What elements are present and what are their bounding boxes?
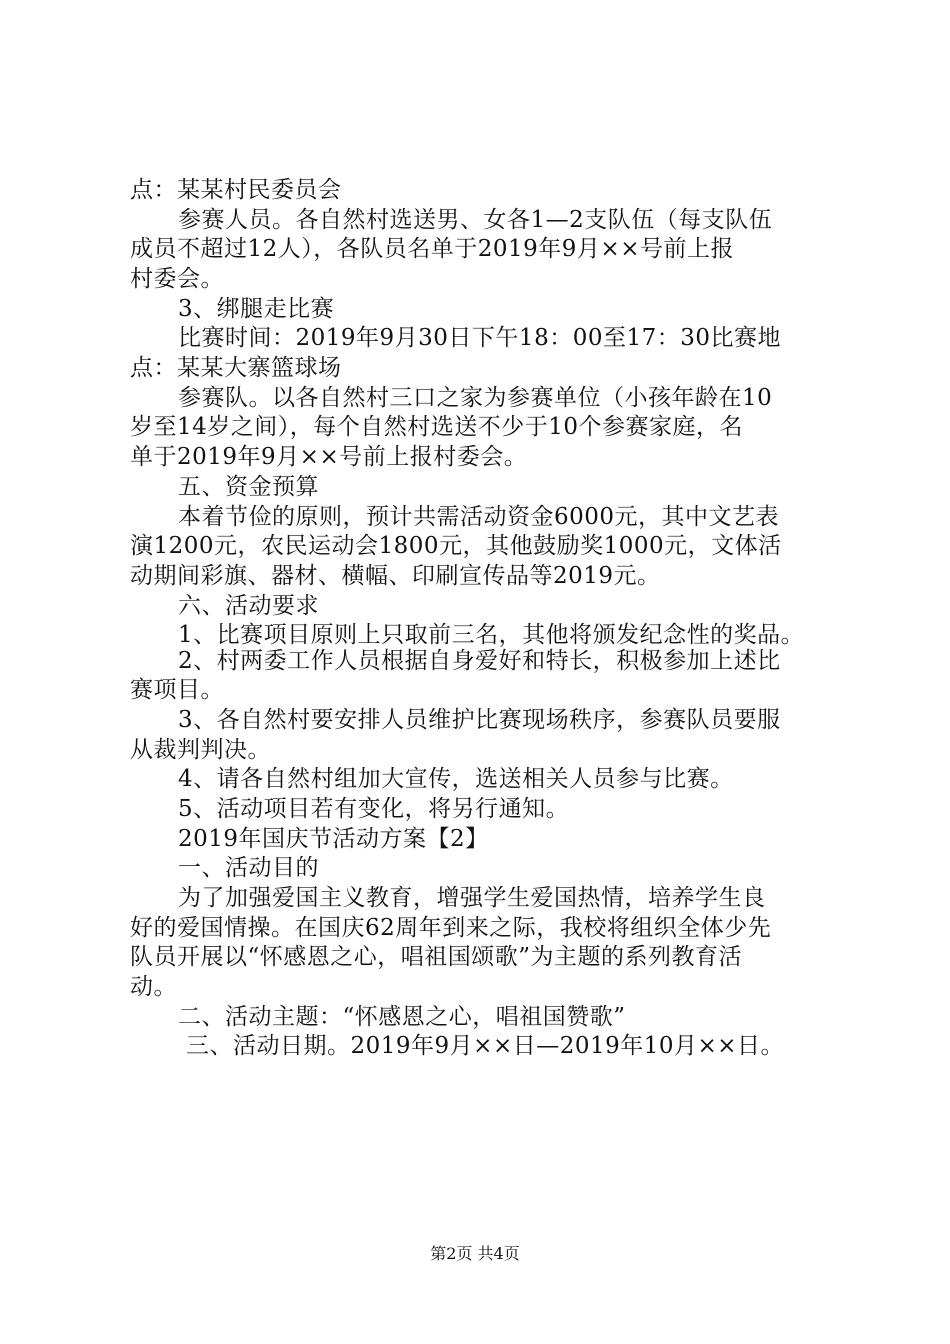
text-line: 从裁判判决。 — [130, 737, 271, 763]
text-line: 岁至14岁之间），每个自然村选送不少于10个参赛家庭，名 — [130, 414, 744, 440]
text-line: 点：某某村民委员会 — [130, 177, 342, 203]
text-line: 动。 — [130, 974, 177, 1000]
text-line: 三、活动日期。2019年9月××日—2019年10月××日。 — [186, 1033, 785, 1059]
text-line: 3、各自然村要安排人员维护比赛现场秩序，参赛队员要服 — [178, 707, 781, 733]
text-line: 动期间彩旗、器材、横幅、印刷宣传品等2019元。 — [130, 563, 661, 589]
text-line: 比赛时间：2019年9月30日下午18：00至17：30比赛地 — [178, 325, 781, 351]
text-line: 演1200元，农民运动会1800元，其他鼓励奖1000元，文体活 — [130, 533, 782, 559]
text-line: 本着节俭的原则，预计共需活动资金6000元，其中文艺表 — [178, 504, 780, 530]
text-line: 一、活动目的 — [178, 855, 319, 881]
text-line: 4、请各自然村组加大宣传，选送相关人员参与比赛。 — [178, 766, 734, 792]
page-footer: 第2页 共4页 — [430, 1244, 520, 1263]
text-line: 单于2019年9月××号前上报村委会。 — [130, 444, 528, 470]
text-line: 六、活动要求 — [178, 593, 319, 619]
text-line: 五、资金预算 — [178, 474, 319, 500]
text-line: 参赛队。以各自然村三口之家为参赛单位（小孩年龄在10 — [178, 385, 773, 411]
text-line: 村委会。 — [130, 266, 224, 292]
text-line: 点：某某大寨篮球场 — [130, 355, 342, 381]
text-line: 好的爱国情操。在国庆62周年到来之际，我校将组织全体少先 — [130, 915, 772, 941]
text-line: 5、活动项目若有变化，将另行通知。 — [178, 796, 570, 822]
text-line: 参赛人员。各自然村选送男、女各1—2支队伍（每支队伍 — [178, 207, 773, 233]
text-line: 队员开展以“怀感恩之心，唱祖国颂歌”为主题的系列教育活 — [130, 944, 743, 970]
text-line: 赛项目。 — [130, 677, 224, 703]
text-line: 为了加强爱国主义教育，增强学生爱国热情，培养学生良 — [178, 885, 766, 911]
text-line: 成员不超过12人），各队员名单于2019年9月××号前上报 — [130, 236, 734, 262]
text-line: 2、村两委工作人员根据自身爱好和特长，积极参加上述比 — [178, 648, 781, 674]
text-line: 2019年国庆节活动方案【2】 — [178, 826, 489, 852]
text-line: 1、比赛项目原则上只取前三名，其他将颁发纪念性的奖品。 — [178, 622, 805, 648]
text-line: 3、绑腿走比赛 — [178, 296, 335, 322]
text-line: 二、活动主题：“怀感恩之心，唱祖国赞歌” — [178, 1004, 626, 1030]
